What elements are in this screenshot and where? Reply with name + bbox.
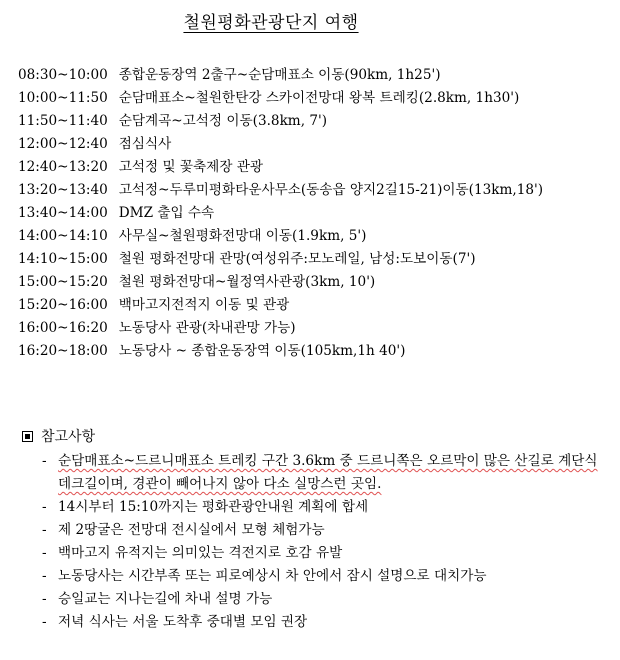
dash-icon: - bbox=[42, 522, 47, 538]
note-item bbox=[22, 611, 612, 634]
schedule-desc: 노동당사 관광(차내관망 가능) bbox=[118, 320, 296, 336]
schedule-desc: 철원 평화전망대 관망(여성위주:모노레일, 남성:도보이동(7') bbox=[118, 251, 476, 267]
dash-icon: - bbox=[42, 591, 47, 607]
dash-icon: - bbox=[42, 499, 47, 515]
schedule-time: 12:40~13:20 bbox=[18, 159, 108, 175]
note-item bbox=[22, 588, 612, 611]
note-text: 백마고지 유적지는 의미있는 격전지로 호감 유발 bbox=[58, 545, 343, 561]
schedule-desc: 철원 평화전망대~월정역사관광(3km, 10') bbox=[118, 274, 376, 290]
schedule-desc: DMZ 출입 수속 bbox=[118, 205, 215, 221]
schedule-time: 08:30~10:00 bbox=[18, 67, 108, 83]
notes-list bbox=[22, 450, 612, 634]
note-text: 14시부터 15:10까지는 평화관광안내원 계획에 합세 bbox=[58, 499, 369, 515]
schedule-row bbox=[18, 179, 543, 202]
schedule-row bbox=[18, 248, 543, 271]
note-item bbox=[22, 450, 612, 496]
schedule-desc: 백마고지전적지 이동 및 관광 bbox=[118, 297, 290, 313]
schedule-desc: 고석정~두루미평화타운사무소(동송읍 양지2길15-21)이동(13km,18') bbox=[118, 182, 544, 198]
note-item bbox=[22, 496, 612, 519]
note-text: 순담매표소~드르니매표소 트레킹 구간 3.6km 중 드르니쪽은 오르막이 많은 산길로 계단식 데크길이며, 경관이 빼어나지 않아 다소 실망스런 곳임. bbox=[58, 453, 598, 492]
dash-icon: - bbox=[42, 568, 47, 584]
notes-header-text: 참고사항 bbox=[41, 429, 96, 445]
schedule-row bbox=[18, 64, 543, 87]
note-item bbox=[22, 565, 612, 588]
schedule-row bbox=[18, 340, 543, 363]
schedule-time: 14:10~15:00 bbox=[18, 251, 108, 267]
schedule-row bbox=[18, 225, 543, 248]
notes-header bbox=[22, 424, 612, 450]
note-item bbox=[22, 542, 612, 565]
document-title-text: 철원평화관광단지 여행 bbox=[183, 13, 359, 33]
schedule-row bbox=[18, 271, 543, 294]
notes-section bbox=[22, 424, 612, 634]
note-item bbox=[22, 519, 612, 542]
schedule-row bbox=[18, 87, 543, 110]
note-text: 제 2땅굴은 전망대 전시실에서 모형 체험가능 bbox=[58, 522, 325, 538]
schedule-desc: 점심식사 bbox=[118, 136, 172, 152]
document-title bbox=[0, 8, 540, 33]
schedule-time: 13:40~14:00 bbox=[18, 205, 108, 221]
note-text: 승일교는 지나는길에 차내 설명 가능 bbox=[58, 591, 273, 607]
schedule-time: 16:20~18:00 bbox=[18, 343, 108, 359]
dash-icon: - bbox=[42, 545, 47, 561]
schedule-desc: 사무실~철원평화전망대 이동(1.9km, 5') bbox=[118, 228, 367, 244]
schedule-time: 12:00~12:40 bbox=[18, 136, 108, 152]
schedule-time: 14:00~14:10 bbox=[18, 228, 108, 244]
schedule-time: 16:00~16:20 bbox=[18, 320, 108, 336]
dash-icon: - bbox=[42, 453, 47, 469]
schedule-list bbox=[18, 64, 543, 363]
schedule-desc: 순담매표소~철원한탄강 스카이전망대 왕복 트레킹(2.8km, 1h30') bbox=[118, 90, 520, 106]
schedule-time: 15:20~16:00 bbox=[18, 297, 108, 313]
schedule-row bbox=[18, 110, 543, 133]
note-text: 노동당사는 시간부족 또는 피로예상시 차 안에서 잠시 설명으로 대치가능 bbox=[58, 568, 487, 584]
schedule-row bbox=[18, 294, 543, 317]
square-bullet-icon bbox=[22, 431, 33, 442]
note-text: 저녁 식사는 서울 도착후 중대별 모임 권장 bbox=[58, 614, 308, 630]
schedule-desc: 순담계곡~고석정 이동(3.8km, 7') bbox=[118, 113, 328, 129]
schedule-desc: 노동당사 ~ 종합운동장역 이동(105km,1h 40') bbox=[118, 343, 406, 359]
schedule-row bbox=[18, 133, 543, 156]
schedule-row bbox=[18, 156, 543, 179]
schedule-row bbox=[18, 317, 543, 340]
schedule-row bbox=[18, 202, 543, 225]
schedule-desc: 종합운동장역 2출구~순담매표소 이동(90km, 1h25') bbox=[118, 67, 441, 83]
dash-icon: - bbox=[42, 614, 47, 630]
schedule-time: 15:00~15:20 bbox=[18, 274, 108, 290]
schedule-desc: 고석정 및 꽃축제장 관광 bbox=[118, 159, 264, 175]
schedule-time: 11:50~11:40 bbox=[18, 113, 108, 129]
schedule-time: 13:20~13:40 bbox=[18, 182, 108, 198]
schedule-time: 10:00~11:50 bbox=[18, 90, 108, 106]
